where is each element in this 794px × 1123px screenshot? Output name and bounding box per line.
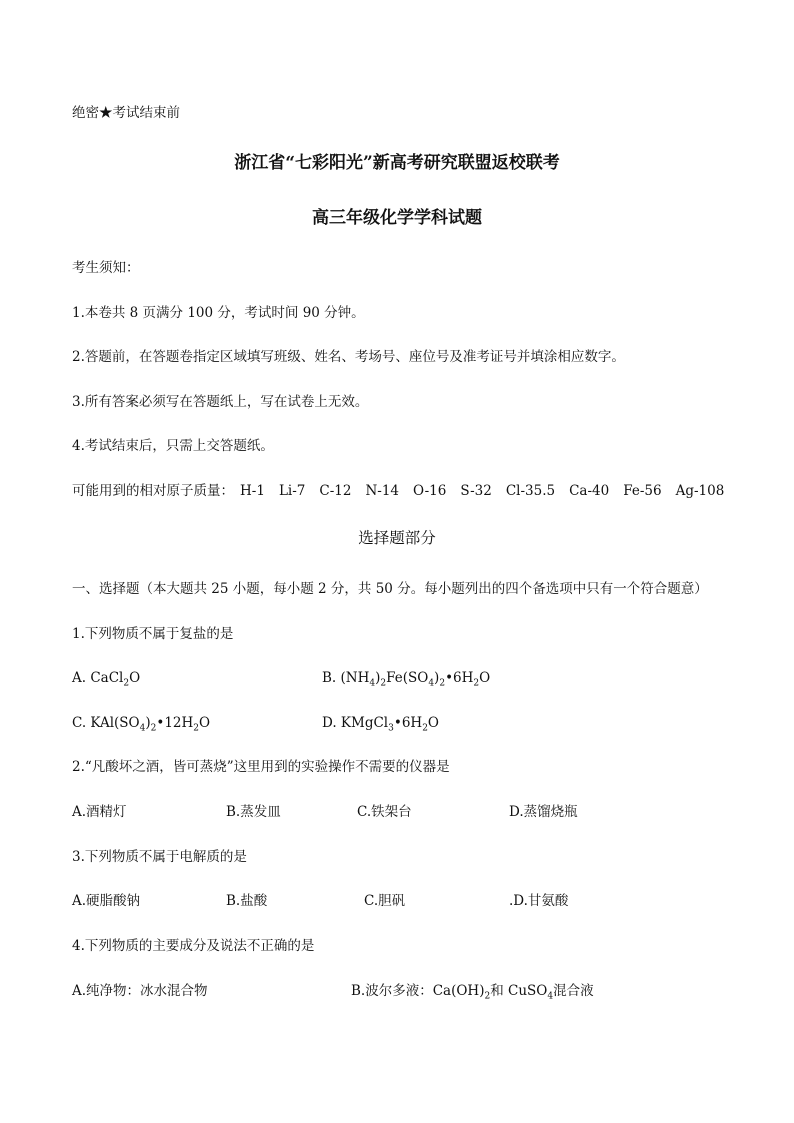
question-2-option-b: B.蒸发皿: [226, 804, 281, 820]
atomic-mass: Cl-35.5: [505, 483, 556, 499]
atomic-masses: [72, 482, 738, 500]
atomic-mass: Li-7: [278, 483, 306, 499]
section-title: 选择题部分: [358, 529, 436, 547]
atomic-mass: O-16: [413, 483, 447, 499]
question-2-option-d: D.蒸馏烧瓶: [509, 804, 578, 820]
question-3-option-a: A.硬脂酸钠: [72, 893, 141, 909]
question-1-stem: 1.下列物质不属于复盐的是: [72, 626, 234, 642]
notice-heading: 考生须知：: [72, 260, 140, 276]
question-3-option-b: B.盐酸: [226, 893, 268, 909]
exam-subtitle: 高三年级化学学科试题: [312, 208, 482, 228]
notice-item: 2.答题前，在答题卷指定区域填写班级、姓名、考场号、座位号及准考证号并填涂相应数字。: [72, 349, 625, 365]
question-1-option-d: D. $KMgCl_3•6H_2O$: [322, 715, 439, 734]
question-1-option-c: C. $KAl(SO_4)_2•12H_2O$: [72, 715, 211, 734]
section-instruction: 一、选择题（本大题共 25 小题，每小题 2 分，共 50 分。每小题列出的四个备选项中只有一个符合题意）: [72, 581, 708, 597]
atomic-mass: S-32: [460, 483, 492, 499]
atomic-mass: Fe-56: [623, 483, 662, 499]
exam-title: 浙江省“七彩阳光”新高考研究联盟返校联考: [234, 153, 560, 173]
question-4-option-b: B.波尔多液：$Ca(OH)_2$和 CuSO$_4$混合液: [351, 983, 594, 1002]
question-2-option-c: C.铁架台: [357, 804, 412, 820]
atomic-masses-label: 可能用到的相对原子质量：: [72, 483, 234, 499]
atomic-mass: H-1: [240, 483, 265, 499]
question-4-option-a: A.纯净物：冰水混合物: [72, 983, 208, 999]
question-1-option-b: B. $(NH_4)_2Fe(SO_4)_2•6H_2O$: [322, 670, 491, 689]
question-1-option-a: A. CaCl$_2$O: [72, 670, 141, 689]
question-3-stem: 3.下列物质不属于电解质的是: [72, 849, 247, 865]
question-3-option-c: C.胆矾: [364, 893, 406, 909]
question-4-stem: 4.下列物质的主要成分及说法不正确的是: [72, 938, 315, 954]
question-2-option-a: A.酒精灯: [72, 804, 127, 820]
secret-mark: 绝密★考试结束前: [72, 105, 180, 121]
question-3-option-d: .D.甘氨酸: [509, 893, 569, 909]
notice-item: 3.所有答案必须写在答题纸上，写在试卷上无效。: [72, 394, 369, 410]
notice-item: 4.考试结束后，只需上交答题纸。: [72, 438, 274, 454]
atomic-mass: Ag-108: [675, 483, 725, 499]
atomic-mass: C-12: [319, 483, 352, 499]
notice-item: 1.本卷共 8 页满分 100 分，考试时间 90 分钟。: [72, 305, 365, 321]
atomic-mass: Ca-40: [569, 483, 610, 499]
atomic-mass: N-14: [365, 483, 400, 499]
question-2-stem: 2.“凡酸坏之酒，皆可蒸烧”这里用到的实验操作不需要的仪器是: [72, 759, 450, 775]
